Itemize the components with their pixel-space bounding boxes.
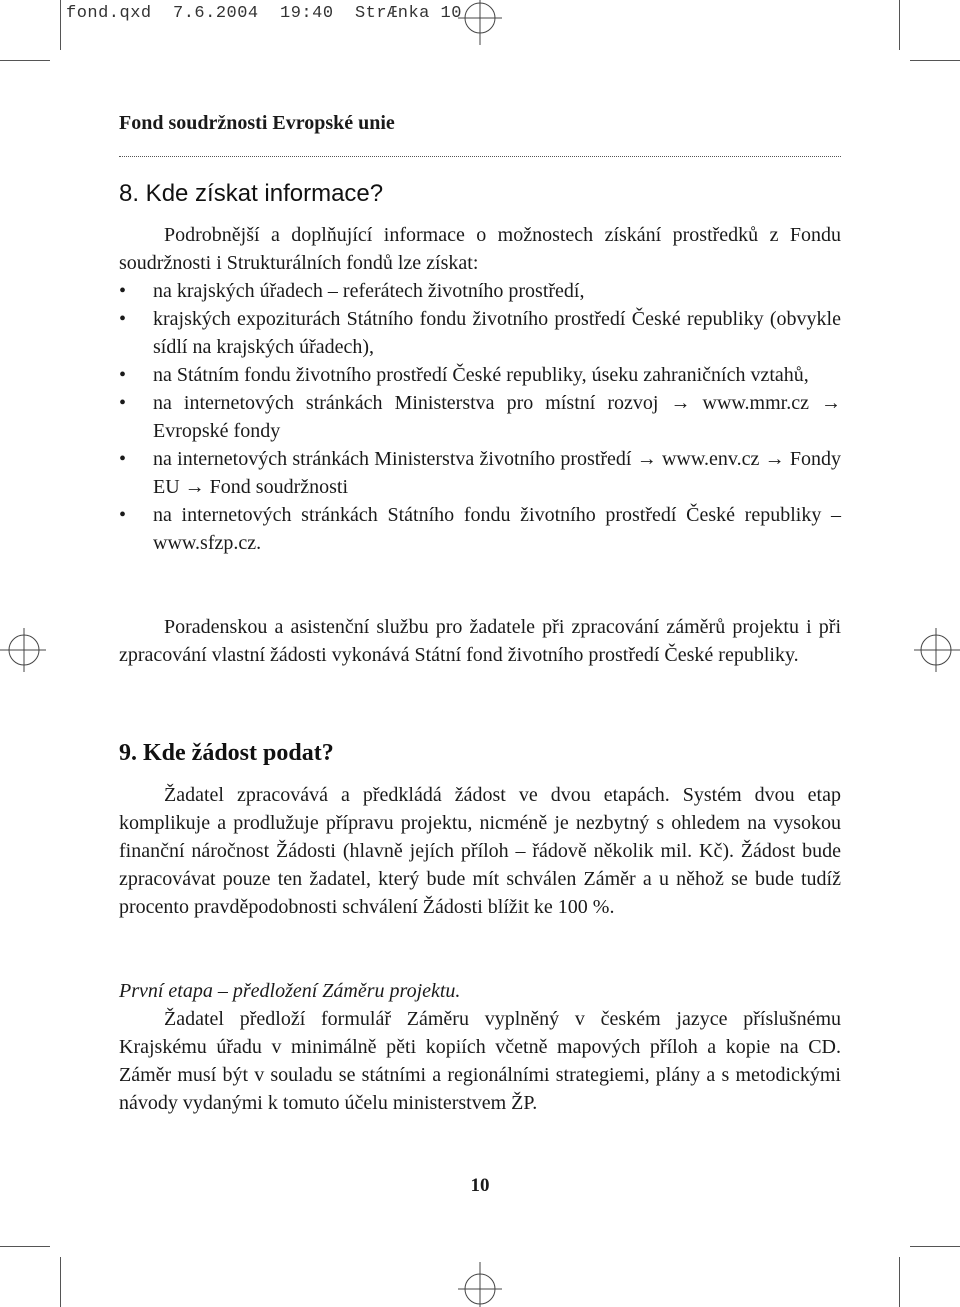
list-item: • na krajských úřadech – referátech životního prostředí,: [119, 277, 841, 305]
section-9-body: [119, 781, 841, 921]
crop-mark-bottom-right-h: [910, 1246, 960, 1247]
section-8-intro: Podrobnější a doplňující informace o možnostech získání prostředků z Fondu soudržnosti i Strukturálních fondů lze získat:: [119, 224, 841, 274]
advice-paragraph-block: [119, 613, 841, 669]
list-item: • na Státním fondu životního prostředí České republiky, úseku zahraničních vztahů,: [119, 361, 841, 389]
stage-block: [119, 977, 841, 1117]
section-9-heading: 9. Kde žádost podat?: [119, 740, 334, 766]
advice-paragraph: Poradenskou a asistenční službu pro žadatele při zpracování záměrů projektu i při zpracování vlastní žádosti vykonává Státní fond životního prostředí České republiky.: [119, 616, 841, 666]
section-9-paragraph-2: Žadatel předloží formulář Záměru vyplněný v českém jazyce příslušnému Krajskému úřadu v minimálně pěti kopiích včetně mapových příloh a kopie na CD. Záměr musí být v souladu se státními a regionálními strategiemi, plány a s metodickými návody vydanými k tomuto účelu ministerstvem ŽP.: [119, 1008, 841, 1114]
slug-line: fond.qxd 7.6.2004 19:40 StrÆnka 10: [66, 4, 462, 23]
crop-mark-top-right-v: [899, 0, 900, 50]
page-number: 10: [470, 1175, 490, 1196]
crop-mark-bottom-right-v: [899, 1257, 900, 1307]
crop-mark-bottom-left-h: [0, 1246, 50, 1247]
registration-mark-top: [450, 0, 510, 50]
registration-mark-right: [910, 620, 960, 680]
running-header: Fond soudržnosti Evropské unie: [119, 112, 395, 134]
registration-mark-bottom: [450, 1257, 510, 1307]
section-8-heading: 8. Kde získat informace?: [119, 180, 384, 207]
list-item: • na internetových stránkách Státního fondu životního prostředí České republiky – www.sfzp.cz.: [119, 501, 841, 557]
section-9-paragraph-1: Žadatel zpracovává a předkládá žádost ve dvou etapách. Systém dvou etap komplikuje a prodlužuje přípravu projektu, nicméně je nezbytný s ohledem na vysokou finanční náročnost Žádosti (hlavně jejích příloh – řádově několik mil. Kč). Žádost bude zpracovávat pouze ten žadatel, který bude mít schválen Záměr a u něhož se bude tudíž procento pravděpodobnosti schválení Žádosti blížit ke 100 %.: [119, 784, 841, 918]
crop-mark-top-left-v: [60, 0, 61, 50]
section-8-body: [119, 221, 841, 557]
crop-mark-bottom-left-v: [60, 1257, 61, 1307]
header-divider: [119, 156, 841, 157]
stage-title: První etapa – předložení Záměru projektu.: [119, 980, 461, 1002]
registration-mark-left: [0, 620, 50, 680]
list-item: • krajských expoziturách Státního fondu životního prostředí České republiky (obvykle sídlí na krajských úřadech),: [119, 305, 841, 361]
list-item: • na internetových stránkách Ministerstva pro místní rozvoj → www.mmr.cz → Evropské fondy: [119, 389, 841, 445]
crop-mark-top-left-h: [0, 60, 50, 61]
info-sources-list: [119, 277, 841, 557]
list-item: • na internetových stránkách Ministerstva životního prostředí → www.env.cz → Fondy EU → Fond soudržnosti: [119, 445, 841, 501]
crop-mark-top-right-h: [910, 60, 960, 61]
